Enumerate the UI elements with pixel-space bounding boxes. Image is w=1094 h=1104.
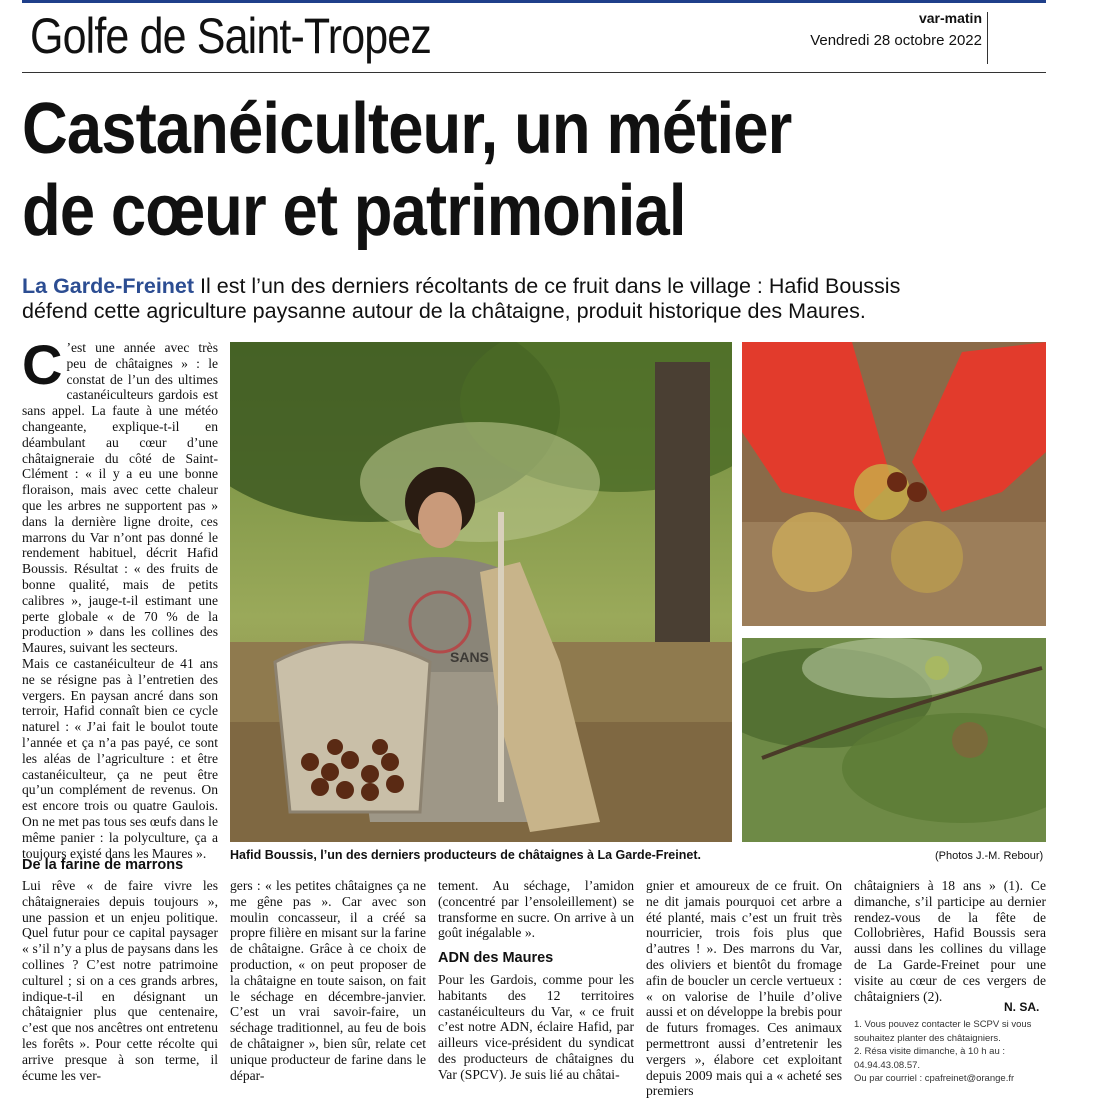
- article-column-5: châtaigniers à 18 ans » (1). Ce dimanche, s’il participe au dernier rendez-vous de la fête de Collobrières, Hafid Boussis sera aussi dans les collines du village de La Garde-Freinet pour une visite au cœur de ces vergers de châtaigniers (2).: [854, 878, 1046, 1004]
- headline: [22, 88, 1062, 252]
- article-column-4: gnier et amoureux de ce fruit. On ne dit jamais pourquoi cet arbre a été planté, mais c’est un fruit très nourricier, trois fois plus que d’autres ! ». Des marrons du Var, des oliviers et bientôt du fromage afin de boucler un cercle vertueux : « on valorise de l’huile d’olive aussi et on développe la brebis pour de futurs fromages. Ces animaux permettront aussi d’entretenir les vergers », élabore cet exploitant depuis 2009 mais qui a « acheté ses premiers: [646, 878, 842, 1099]
- article-column-2: gers : « les petites châtaignes ça ne me gêne pas ». Car avec son moulin concasseur, il a créé sa propre filière en misant sur la farine de châtaigne. Grâce à ce choix de production, « on peut proposer de la châtaigne en toute saison, on fait le séchage en décembre-janvier. C’est un vrai savoir-faire, un séchage traditionnel, au feu de bois de châtaigner », bien sûr, relate cet unique producteur de farine dans le dépar-: [230, 878, 426, 1083]
- footnotes: [854, 1018, 1054, 1086]
- photo-caption: Hafid Boussis, l’un des derniers producteurs de châtaignes à La Garde-Freinet.: [230, 848, 701, 862]
- shirt-print-text: SANS: [450, 649, 489, 665]
- lede-line-2: défend cette agriculture paysanne autour de la châtaigne, produit historique des Maures.: [22, 299, 866, 323]
- chestnut-branch-photo: [742, 638, 1046, 842]
- lede-line-1: Il est l’un des derniers récoltants de ce fruit dans le village : Hafid Boussis: [194, 274, 901, 298]
- footnote-3: Ou par courriel : cpafreinet@orange.fr: [854, 1073, 1015, 1084]
- main-photo: [230, 342, 732, 842]
- article-column-1: [22, 333, 218, 861]
- section-title: Golfe de Saint-Tropez: [30, 8, 432, 64]
- gloves-photo: [742, 342, 1046, 626]
- second-paragraph: Mais ce castanéiculteur de 41 ans ne se résigne pas à l’entretien des vergers. En paysan ancré dans son terroir, Hafid connaît bien ce cycle naturel : « J’ai fait le boulot toute l’année et ça n’a pas payé, ce sont les aléas de l’agriculture : et être castanéiculteur, ça ne peut être qu’un complément de revenus. On est encore trois ou quatre Gaulois. On ne met pas tous ses œufs dans le même panier : la polyculture, ça a toujours existé dans les Maures ».: [22, 655, 218, 861]
- author-signature: N. SA.: [1004, 1000, 1040, 1014]
- article-column-1-bottom: Lui rêve « de faire vivre les châtaigneraies depuis toujours », une passion et un enjeu politique. Quel futur pour ce capital paysager « s’il n’y a plus de paysans dans les collines ? C’est notre patrimoine culturel ; si on a ces grands arbres, indique-t-il en désignant un châtaignier plus que centenaire, c’est que nos ancêtres ont entretenu les forêts ». Pour cette récolte qui arrive presque à son terme, il écume les ver-: [22, 878, 218, 1083]
- article-column-3-bottom: Pour les Gardois, comme pour les habitants des 12 territoires castanéiculteurs du Var, « ce fruit c’est notre ADN, éclaire Hafid, par ailleurs vice-président du syndicat des producteurs de châtaignes du Var (SPCV). Je suis lié au châtai-: [438, 972, 634, 1082]
- headline-line-2: de cœur et patrimonial: [22, 171, 686, 251]
- intro-paragraph: ’est une année avec très peu de châtaignes » : le constat de l’un des ultimes castanéiculteurs gardois est sans appel. La faute à une météo changeante, explique-t-il en déambulant au cœur d’une châtaigneraie du côté de Saint-Clément : « il y a eu une bonne floraison, mais avec cette chaleur que les arbres ne supportent pas » dans la dernière ligne droite, ces marrons du Var n’ont pas donné le rendement habituel, décrit Hafid Boussis. Résultat : « des fruits de bonne qualité, mais de petits calibres », jauge-t-il estimant une perte globale « de 70 % de la production » dans les collines des Maures, suivant les secteurs.: [22, 340, 218, 656]
- header-rule: [22, 72, 1046, 73]
- top-rule: [22, 0, 1046, 3]
- drop-cap: C: [22, 333, 63, 396]
- header-separator: [987, 12, 988, 64]
- headline-line-1: Castanéiculteur, un métier: [22, 89, 792, 169]
- subheading-farine: De la farine de marrons: [22, 857, 184, 873]
- subheading-adn: ADN des Maures: [438, 950, 554, 966]
- footnote-1: 1. Vous pouvez contacter le SCPV si vous souhaitez planter des châtaigniers.: [854, 1019, 1032, 1044]
- publication-date: Vendredi 28 octobre 2022: [810, 32, 982, 49]
- lede-location: La Garde-Freinet: [22, 274, 195, 298]
- photo-credit: (Photos J.-M. Rebour): [935, 850, 1044, 862]
- article-column-3-top: tement. Au séchage, l’amidon (concentré par l’ensoleillement) se transforme en sucre. On arrive à un goût inégalable ».: [438, 878, 634, 941]
- newspaper-name: var-matin: [918, 10, 982, 26]
- lede: [22, 274, 1062, 324]
- footnote-2: 2. Résa visite dimanche, à 10 h au : 04.94.43.08.57.: [854, 1046, 1006, 1071]
